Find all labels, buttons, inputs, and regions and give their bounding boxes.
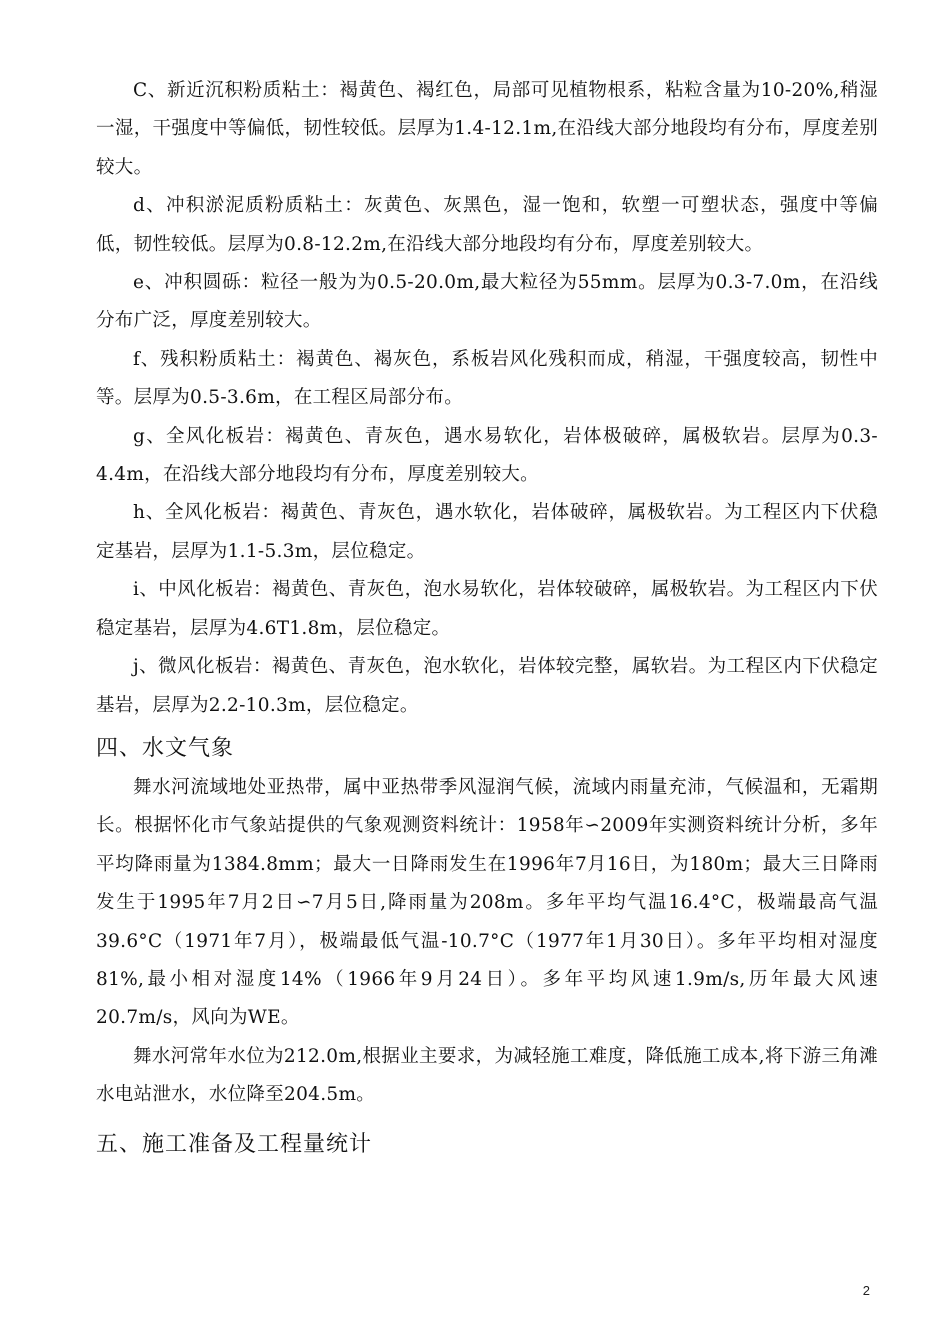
layer-f-paragraph: f、残积粉质粘土：褐黄色、褐灰色，系板岩风化残积而成，稍湿，干强度较高，韧性中等。层厚为0.5-3.6m，在工程区局部分布。 [96, 348, 878, 409]
layer-c-paragraph: C、新近沉积粉质粘土：褐黄色、褐红色，局部可见植物根系，粘粒含量为10-20%,稍湿一湿，干强度中等偏低，韧性较低。层厚为1.4-12.1m,在沿线大部分地段均有分布，厚度差别较大。 [96, 80, 878, 178]
section-4-heading: 四、水文气象 [96, 735, 235, 761]
layer-j-paragraph: j、微风化板岩：褐黄色、青灰色，泡水软化，岩体较完整，属软岩。为工程区内下伏稳定基岩，层厚为2.2-10.3m，层位稳定。 [96, 656, 878, 716]
layer-i-paragraph: i、中风化板岩：褐黄色、青灰色，泡水易软化，岩体较破碎，属极软岩。为工程区内下伏稳定基岩，层厚为4.6T1.8m，层位稳定。 [96, 579, 878, 639]
page-content [96, 72, 878, 1165]
section-5-heading: 五、施工准备及工程量统计 [96, 1131, 373, 1157]
layer-g-paragraph: g、全风化板岩：褐黄色、青灰色，遇水易软化，岩体极破碎，属极软岩。层厚为0.3-4.4m，在沿线大部分地段均有分布，厚度差别较大。 [96, 425, 878, 486]
water-level-paragraph: 舞水河常年水位为212.0m,根据业主要求，为减轻施工难度，降低施工成本,将下游三角滩水电站泄水，水位降至204.5m。 [96, 1045, 878, 1106]
layer-d-paragraph: d、冲积淤泥质粉质粘土：灰黄色、灰黑色，湿一饱和，软塑一可塑状态，强度中等偏低，韧性较低。层厚为0.8-12.2m,在沿线大部分地段均有分布，厚度差别较大。 [96, 195, 878, 255]
hydrology-climate-paragraph: 舞水河流域地处亚热带，属中亚热带季风湿润气候，流域内雨量充沛，气候温和，无霜期长。根据怀化市气象站提供的气象观测资料统计：1958年∽2009年实测资料统计分析，多年平均降雨量为1384.8mm；最大一日降雨发生在1996年7月16日，为180m；最大三日降雨发生于1995年7月2日∽7月5日,降雨量为208m。多年平均气温16.4°C，极端最高气温39.6°C（1971年7月），极端最低气温-10.7°C（1977年1月30日）。多年平均相对湿度81%,最小相对湿度14%（1966年9月24日）。多年平均风速1.9m/s,历年最大风速20.7m/s，风向为WE。 [96, 776, 878, 1029]
page-number: 2 [862, 1283, 870, 1298]
layer-e-paragraph: e、冲积圆砾：粒径一般为为0.5-20.0m,最大粒径为55mm。层厚为0.3-7.0m，在沿线分布广泛，厚度差别较大。 [96, 272, 878, 332]
layer-h-paragraph: h、全风化板岩：褐黄色、青灰色，遇水软化，岩体破碎，属极软岩。为工程区内下伏稳定基岩，层厚为1.1-5.3m，层位稳定。 [96, 502, 878, 562]
